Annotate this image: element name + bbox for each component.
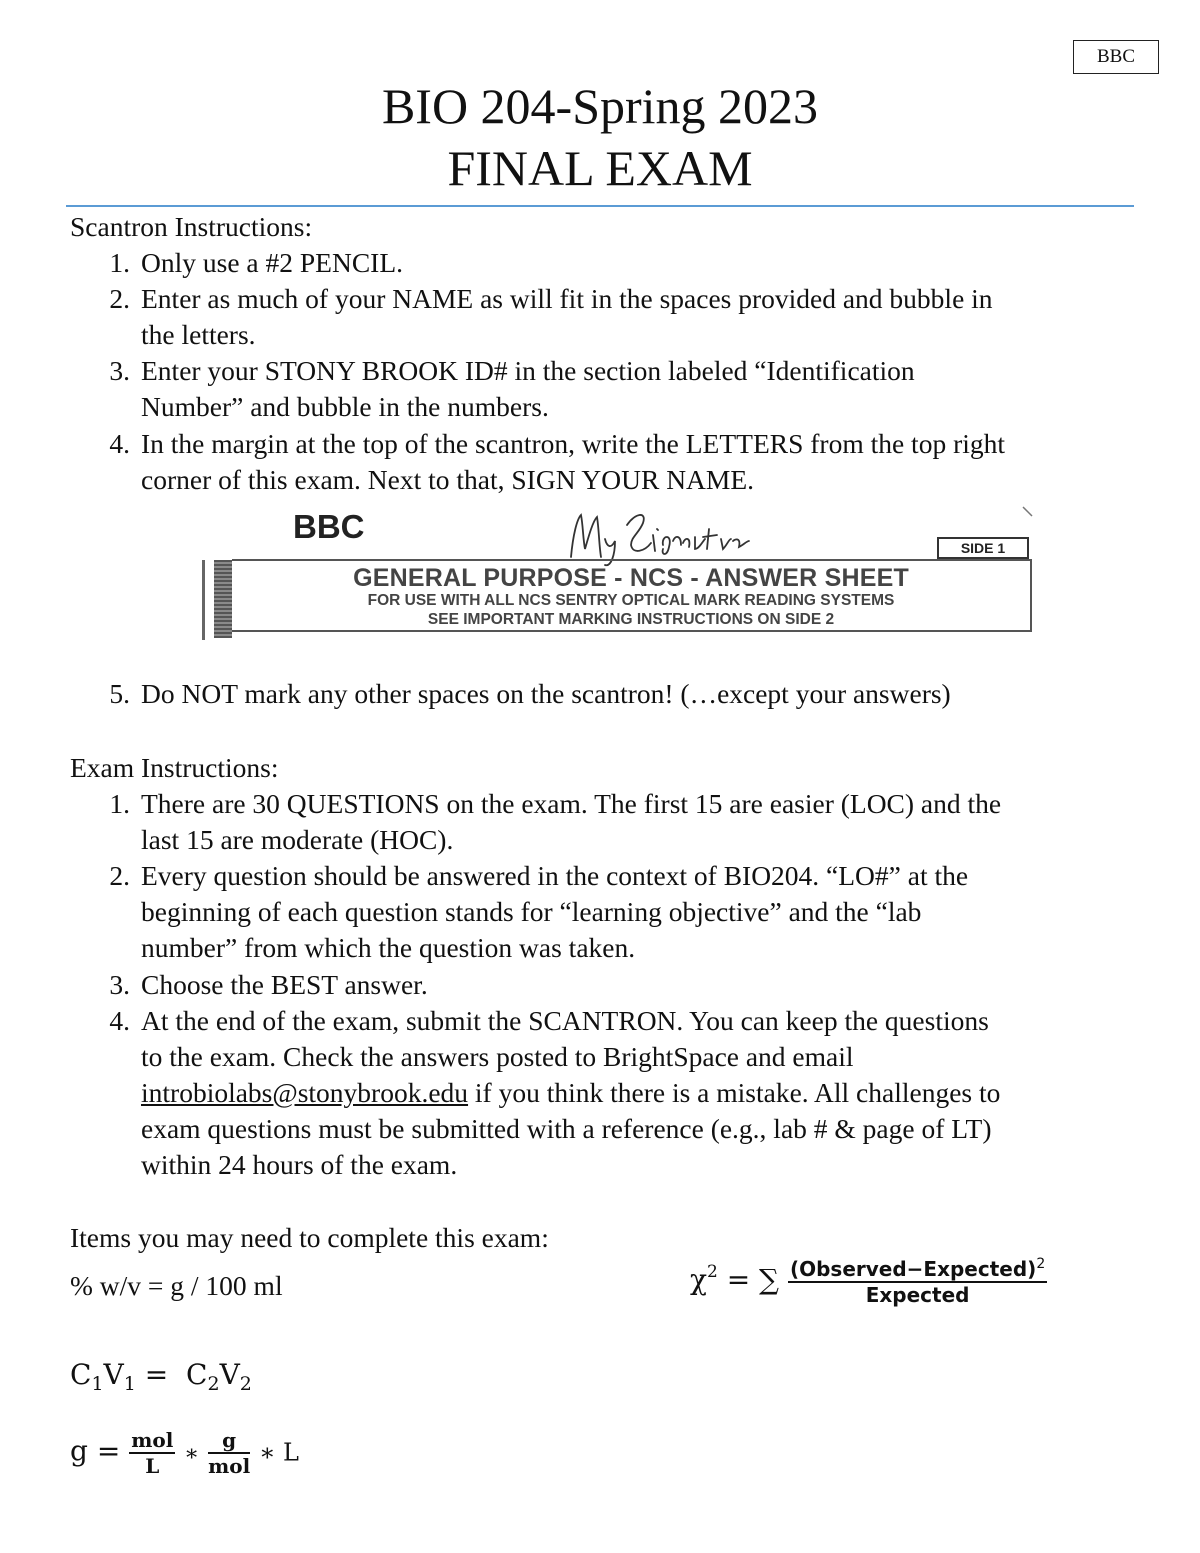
corner-mark — [1022, 506, 1034, 518]
list-number: 3. — [109, 969, 130, 1000]
list-item: Only use a #2 PENCIL. — [141, 247, 403, 278]
scantron-subtitle: FOR USE WITH ALL NCS SENTRY OPTICAL MARK READING SYSTEMS — [367, 592, 895, 609]
list-number: 3. — [109, 355, 130, 386]
scantron-instructions-heading: Scantron Instructions: — [70, 211, 313, 242]
title-divider — [66, 205, 1134, 207]
list-item: In the margin at the top of the scantron, write the LETTERS from the top right — [141, 428, 1006, 459]
chi-exponent: 2 — [706, 1262, 718, 1282]
scantron-side-label: SIDE 1 — [937, 537, 1029, 559]
chi-numerator: (Observed−Expected)$^2$ — [789, 1256, 1046, 1281]
list-number: 5. — [109, 678, 130, 709]
list-item-continuation: last 15 are moderate (HOC). — [141, 824, 454, 855]
scantron-title: GENERAL PURPOSE - NCS - ANSWER SHEET — [353, 564, 909, 592]
list-item-continuation — [141, 1075, 1000, 1111]
list-item-continuation: to the exam. Check the answers posted to BrightSpace and email — [141, 1041, 854, 1072]
list-number: 4. — [109, 1005, 130, 1036]
items-needed-heading: Items you may need to complete this exam: — [70, 1222, 549, 1253]
email-line-text: if you think there is a mistake. All challenges to — [468, 1077, 1001, 1108]
list-item: Do NOT mark any other spaces on the scantron! (…except your answers) — [141, 678, 951, 709]
chi-denominator: Expected — [865, 1283, 970, 1307]
scantron-letters: BBC — [293, 508, 365, 545]
dilution-formula: $C_1V_1 = C_2V_2$ — [70, 1358, 252, 1395]
exam-code-box: BBC — [1073, 40, 1159, 74]
list-item-continuation: Number” and bubble in the numbers. — [141, 391, 549, 422]
list-number: 1. — [109, 247, 130, 278]
list-item: Every question should be answered in the context of BIO204. “LO#” at the — [141, 860, 969, 891]
grams-formula: g = $\frac{\text{mol}}{L}$ ∗ $\frac{g}{\text{mol}}$ ∗ L — [70, 1428, 299, 1478]
exam-title: BIO 204-Spring 2023 — [381, 78, 819, 134]
list-number: 2. — [109, 860, 130, 891]
scantron-header-example — [200, 500, 1040, 645]
wv-formula: % w/v = g / 100 ml — [70, 1270, 283, 1301]
scantron-timing-marks — [214, 560, 232, 638]
list-item: Enter as much of your NAME as will fit in the spaces provided and bubble in — [141, 283, 993, 314]
list-number: 4. — [109, 428, 130, 459]
email-link[interactable]: introbiolabs@stonybrook.edu — [141, 1077, 469, 1108]
list-item: Enter your STONY BROOK ID# in the section labeled “Identification — [141, 355, 915, 386]
fraction-g-per-mol: $\frac{g}{\text{mol}}$ — [208, 1428, 251, 1478]
list-number: 2. — [109, 283, 130, 314]
chi-equals-sum: = ∑ — [717, 1263, 780, 1296]
list-item-continuation: corner of this exam. Next to that, SIGN YOUR NAME. — [141, 464, 755, 495]
exam-instructions-heading: Exam Instructions: — [70, 752, 279, 783]
scantron-note: SEE IMPORTANT MARKING INSTRUCTIONS ON SIDE 2 — [427, 611, 835, 628]
list-item-continuation: exam questions must be submitted with a reference (e.g., lab # & page of LT) — [141, 1113, 992, 1144]
list-number: 1. — [109, 788, 130, 819]
fraction-mol-per-l: $\frac{\text{mol}}{L}$ — [131, 1428, 174, 1478]
list-item: Choose the BEST answer. — [141, 969, 428, 1000]
list-item: At the end of the exam, submit the SCANTRON. You can keep the questions — [141, 1005, 989, 1036]
list-item-continuation: beginning of each question stands for “learning objective” and the “lab — [141, 896, 922, 927]
chi-symbol: χ — [690, 1263, 707, 1296]
chi-fraction — [788, 1256, 1047, 1307]
list-item-continuation: the letters. — [141, 319, 256, 350]
scantron-title-box — [232, 559, 1032, 632]
list-item: There are 30 QUESTIONS on the exam. The first 15 are easier (LOC) and the — [141, 788, 1002, 819]
list-item-continuation: within 24 hours of the exam. — [141, 1149, 458, 1180]
list-item-continuation: number” from which the question was taken. — [141, 932, 636, 963]
chi-square-formula — [690, 1256, 1047, 1307]
exam-subtitle: FINAL EXAM — [447, 140, 753, 196]
scantron-edge — [202, 560, 205, 640]
